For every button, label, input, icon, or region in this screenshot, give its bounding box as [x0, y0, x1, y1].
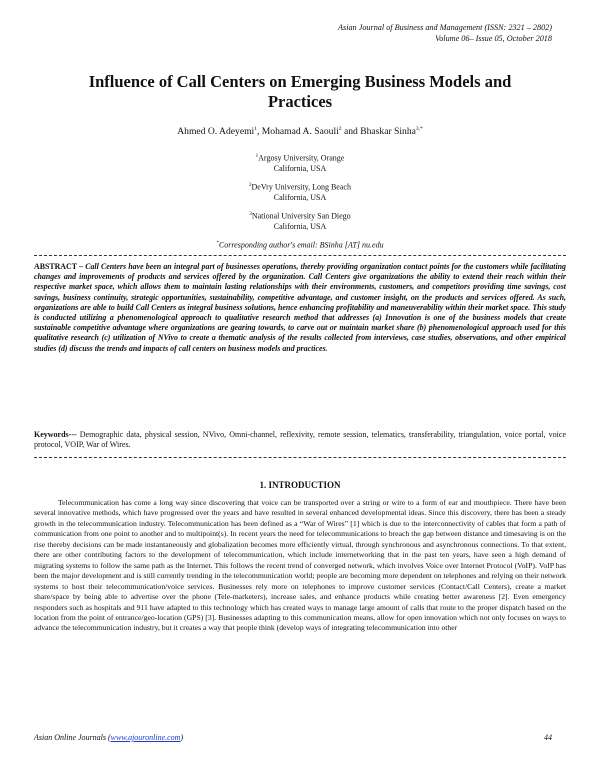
author-name: Ahmed O. Adeyemi [177, 126, 255, 138]
abstract-text: Call Centers have been an integral part of businesses operations, thereby providing organization contact points for the customers while facilitating changes and improvements of products and services offered by the organization. Call Centers give organizations the ability to extend their reach within their respective market space, which allows them to maintain lasting relationships with their environments, customers, and competitors providing time savings, cost savings, business continuity, strategic opportunities, sustainability, competitive advantage, and customer insight, on the products and services offered. As such, organizations are able to build Call Centers as integral business solutions, hence enhancing profitability and maneuverability within their market space. This study is conducted utilizing a phenomenological approach to qualitative research method that addresses (a) Innovation is one of the business models that create sustainable competitive advantage where organizations are gearing towards, to carve out or maintain market share (b) phenomenological approach used for this qualitative research (c) utilization of NVivo to create a thematic analysis of the results collected from interviews, case studies, observations, and other empirical studies (d) discuss the trends and impacts of call centers on business models and practices. [34, 262, 567, 353]
footer-suffix: ) [180, 733, 184, 742]
author-name: Bhaskar Sinha [360, 126, 416, 138]
paper-title: Influence of Call Centers on Emerging Business Models and Practices [88, 72, 512, 111]
top-divider [34, 255, 566, 256]
corresponding-email: Corresponding author's email: BSinha [AT] nu.edu [218, 240, 384, 250]
page-number: 44 [544, 733, 552, 742]
author-separator: , [256, 126, 262, 138]
affiliation [0, 152, 600, 174]
author-affiliation-mark: 3,* [415, 126, 423, 132]
keywords-label: Keywords--- [34, 430, 77, 439]
journal-header [338, 22, 552, 44]
bottom-divider [34, 457, 566, 458]
affiliation [0, 210, 600, 232]
author-list [0, 126, 600, 137]
affiliation-institution: DeVry University, Long Beach [251, 182, 351, 192]
keywords [34, 430, 566, 450]
affiliation [0, 181, 600, 203]
affiliation-location: California, USA [273, 221, 327, 231]
author-affiliation-mark: 2 [338, 126, 342, 132]
corresponding-author [0, 239, 600, 251]
author-affiliation-mark: 1 [254, 126, 257, 132]
affiliation-institution: National University San Diego [251, 211, 351, 221]
author-separator: and [341, 126, 361, 138]
abstract-label: ABSTRACT – [34, 262, 86, 271]
affiliation-mark: 2 [249, 183, 252, 188]
footer-source [34, 733, 183, 742]
affiliation-mark: 1 [255, 154, 259, 159]
affiliation-institution: Argosy University, Orange [258, 153, 345, 163]
affiliation-location: California, USA [273, 192, 327, 202]
affiliation-location: California, USA [273, 163, 327, 173]
abstract [34, 262, 566, 354]
body-paragraph: Telecommunication has come a long way since discovering that voice can be transported over a string or wire to a form of ear and mouthpiece. There have been several innovative methods, which have progressed over the years and have resulted in several enhanced developmental ideas. Since this discovery, there has been a steady growth in the telecommunication industry. Telecommunication has been defined as a “War of Wires” [1] which is due to the interconnectivity of cables that form a path of communication from one point to another and to multipoint(s). In recent years the need for telecommunications to breach the gap between distance and timesaving is on the rise thereby decisions can be made instantaneously and globalization becomes more efficiently virtual, through synchronous and asynchronous connections. To that extent, there are other contributing factors to the development of telecommunication, which include internetworking that in the past ten years, have seen a high demand of migrating systems to follow the same path as the Internet. This follows the recent trend of converged network, which involves Voice over Internet Protocol (VoIP). VoIP has been the major development and is still currently trending in the telecommunication world; people are becoming more dependent on telephones and relying on their network systems to host their telecommunication/voice services. Businesses rely more on telephones to improve customer services (Contact/Call Centers), create a market share/space by being able to advertise over the phone (Tele-marketers), increase sales, and enhance products while creating better awareness [2]. Even emergency responders such as hospitals and 911 have adapted to this technology which has created ways to manage large amount of calls that route to the proper dispatch based on the location from the point of entrance/geo-location (GPS) [3]. Businesses adapting to this communication means, allow for open innovation which not only focuses on ways to advance the telecommunication industry, but it creates a way that people think (develop ways of integrating telecommunication into other [34, 498, 566, 633]
journal-name: Asian Journal of Business and Management (ISSN: 2321 – 2802) [338, 23, 552, 32]
journal-link[interactable]: www.ajouronline.com [110, 733, 181, 742]
affiliation-mark: 3 [249, 212, 252, 217]
author-name: Mohamad A. Saouli [261, 126, 339, 138]
journal-volume: Volume 06– Issue 05, October 2018 [435, 34, 552, 43]
keywords-text: Demographic data, physical session, NVivo, Omni-channel, reflexivity, remote session, telematics, transferability, triangulation, voice portal, voice protocol, VOIP, War of Wires. [34, 430, 566, 449]
corresponding-mark: * [216, 241, 219, 246]
section-heading: 1. INTRODUCTION [259, 480, 341, 490]
footer-prefix: Asian Online Journals ( [34, 733, 111, 742]
